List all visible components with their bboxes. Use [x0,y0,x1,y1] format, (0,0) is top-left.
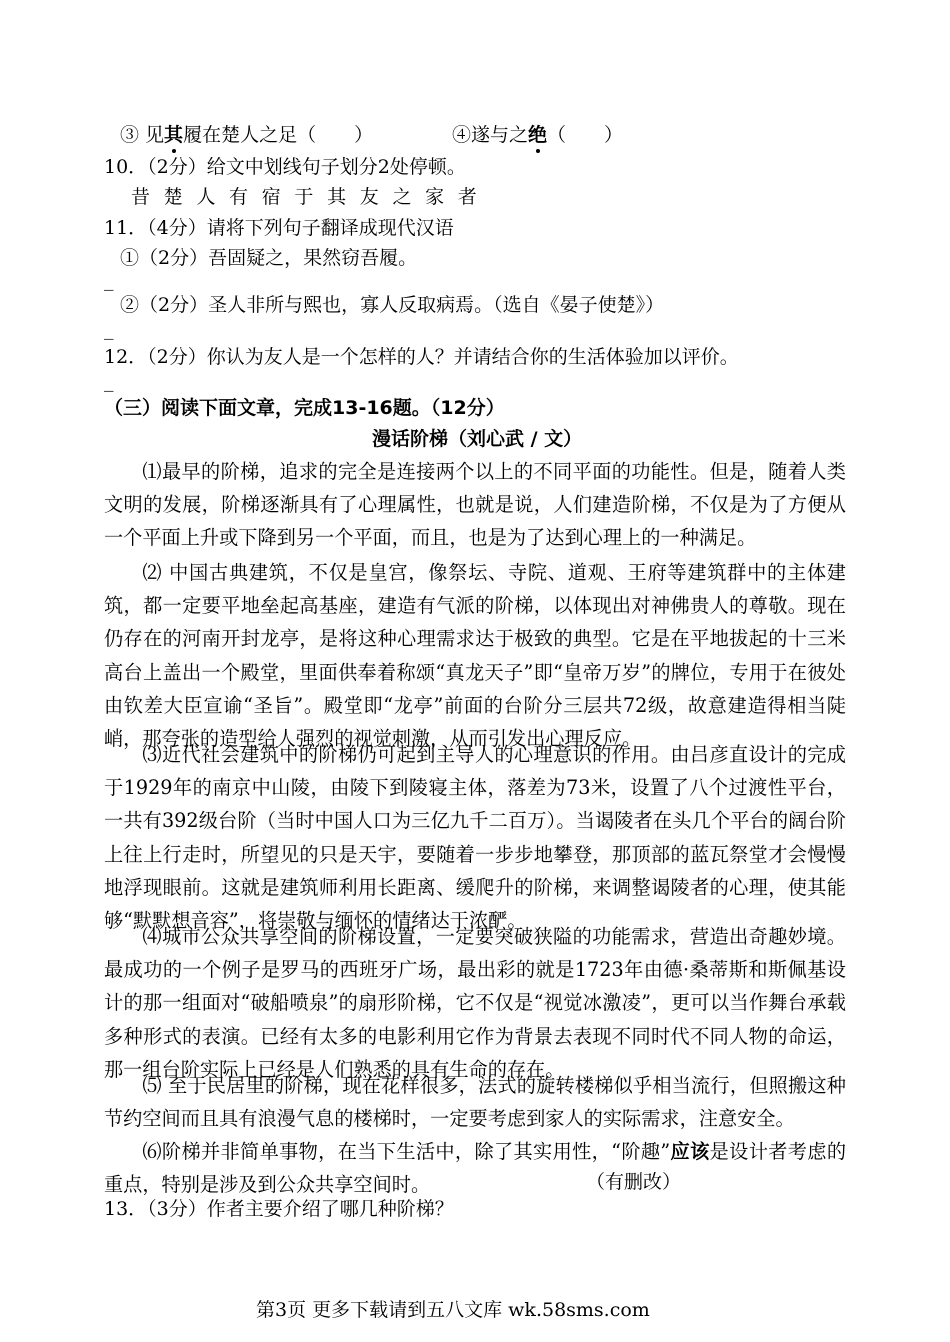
q13-label: 13．（3分）作者主要介绍了哪几种阶梯？ [104,1198,454,1220]
paragraph-1: ⑴最早的阶梯，追求的完全是连接两个以上的不同平面的功能性。但是，随着人类文明的发展，阶梯逐渐具有了心理属性，也就是说，人们建造阶梯，不仅是为了方便从一个平面上升或下降到另一个平面，而且，也是为了达到心理上的一种满足。 [104,460,846,550]
section3-header: （三）阅读下面文章，完成13-16题。（12分） [104,397,505,419]
q10-sentence: 昔楚人有宿于其友之家者 [131,186,491,208]
q9-item-d: ④遂与之绝（ ） [452,124,624,146]
q9-c-dotted-char: 其 [164,124,184,146]
paragraph-2: ⑵ 中国古典建筑，不仅是皇宫，像祭坛、寺院、道观、王府等建筑群中的主体建筑，都一定要平地垒起高基座，建造有气派的阶梯，以体现出对神佛贵人的尊敬。现在仍存在的河南开封龙亭，是将这种心理需求达于极致的典型。它是在平地拔起的十三米高台上盖出一个殿堂，里面供奉着称颂“真龙天子”即“皇帝万岁”的牌位，专用于在彼处由钦差大臣宣谕“圣旨”。殿堂即“龙亭”前面的台阶分三层共72级，故意建造得相当陡峭，那夸张的造型给人强烈的视觉刺激，从而引发出心理反应。 [104,561,846,751]
q12-answer-blank: _ [104,370,114,392]
q11-answer-blank-1: _ [104,269,114,291]
q10-label: 10．（2分）给文中划线句子划分2处停顿。 [104,156,466,178]
q9-item-c: ③ 见其履在楚人之足（ ） [120,124,374,146]
article-title: 漫话阶梯（刘心武 / 文） [372,428,583,450]
q11-answer-blank-2: _ [104,318,114,340]
source-note: （有删改） [586,1171,682,1193]
q11-item-2: ②（2分）圣人非所与熙也，寡人反取病焉。（选自《晏子使楚》） [120,294,665,316]
q11-item-1: ①（2分）吾固疑之，果然窃吾履。 [120,247,418,269]
paragraph-5: ⑸ 至于民居里的阶梯，现在花样很多，法式的旋转楼梯似乎相当流行，但照搬这种节约空间而且具有浪漫气息的楼梯时，一定要考虑到家人的实际需求，注意安全。 [104,1074,846,1131]
page-footer: 第3页 更多下载请到五八文库 wk.58sms.com [256,1299,650,1321]
paragraph-4: ⑷城市公众共享空间的阶梯设置，一定要突破狭隘的功能需求，营造出奇趣妙境。最成功的一个例子是罗马的西班牙广场，最出彩的就是1723年由德·桑蒂斯和斯佩基设计的那一组面对“破船喷泉”的扇形阶梯，它不仅是“视觉冰激凌”，更可以当作舞台承载多种形式的表演。已经有太多的电影利用它作为背景去表现不同时代不同人物的命运，那一组台阶实际上已经是人们熟悉的具有生命的存在。 [104,925,846,1081]
paragraph-6: ⑹阶梯并非简单事物，在当下生活中，除了其实用性，“阶趣”应该是设计者考虑的重点，特别是涉及到公众共享空间时。 [104,1140,847,1197]
paragraph-3: ⑶近代社会建筑中的阶梯仍可起到主导人的心理意识的作用。由吕彦直设计的完成于1929年的南京中山陵，由陵下到陵寝主体，落差为73米，设置了八个过渡性平台，一共有392级台阶（当时中国人口为三亿九千二百万）。当谒陵者在头几个平台的阔台阶上往上行走时，所望见的只是天宇，要随着一步步地攀登，那顶部的蓝瓦祭堂才会慢慢地浮现眼前。这就是建筑师利用长距离、缓爬升的阶梯，来调整谒陵者的心理，使其能够“默默想音容”，将崇敬与缅怀的情绪达于浓酽。 [104,743,846,933]
q12-label: 12．（2分）你认为友人是一个怎样的人？并请结合你的生活体验加以评价。 [104,346,739,368]
emphasis-yinggai: 应该 [670,1140,710,1163]
q9-d-dotted-char: 绝 [528,124,548,146]
q11-label: 11．（4分）请将下列句子翻译成现代汉语 [104,217,454,239]
